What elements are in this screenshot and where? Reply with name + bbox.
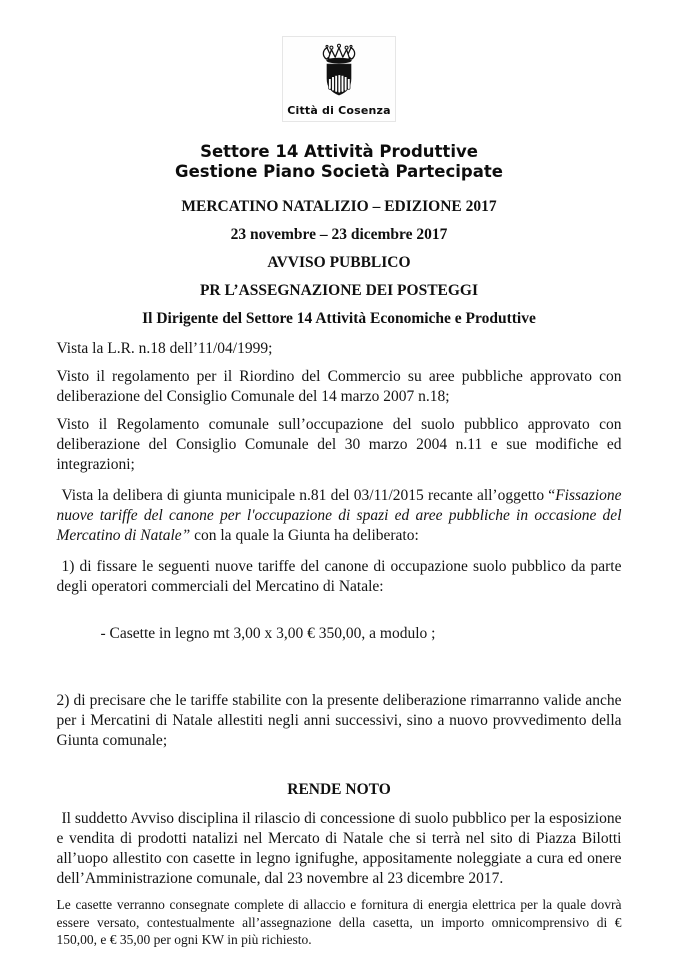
doc-subject: PR L’ASSEGNAZIONE DEI POSTEGGI bbox=[199, 282, 479, 299]
paragraph-casette-energia: Le casette verranno consegnate complete di allaccio e fornitura di energia elettrica per la quale dovrà essere versato, contestualmente all’assegnazione della casetta, un importo omnicomprensivo di € 150,00, e € 35,00 per ogni KW in più richiesto. bbox=[56, 897, 622, 947]
paragraph-regolamento-suolo: Visto il Regolamento comunale sull’occupazione del suolo pubblico approvato con deliberazione del Consiglio Comunale del 30 marzo 2004 n.11 e sue modifiche ed integrazioni; bbox=[56, 416, 622, 473]
doc-dates: 23 novembre – 23 dicembre 2017 bbox=[230, 226, 448, 243]
municipality-logo bbox=[282, 36, 396, 122]
doc-title: MERCATINO NATALIZIO – EDIZIONE 2017 bbox=[181, 198, 497, 215]
paragraph-item-2: 2) di precisare che le tariffe stabilite con la presente deliberazione rimarranno valide anche per i Mercatini di Natale allestiti negli anni successivi, sino a nuovo provvedimento della Giunta comunale; bbox=[56, 692, 622, 749]
logo-caption: Città di Cosenza bbox=[287, 104, 391, 117]
paragraph-delibera-giunta bbox=[57, 486, 622, 546]
document-titles bbox=[0, 199, 678, 327]
paragraph-item-1: 1) di fissare le seguenti nuove tariffe del canone di occupazione suolo pubblico da parte degli operatori commerciali del Mercatino di Natale: bbox=[56, 558, 622, 595]
doc-issuer: Il Dirigente del Settore 14 Attività Economiche e Produttive bbox=[142, 310, 536, 327]
department-line-1: Settore 14 Attività Produttive bbox=[200, 142, 478, 161]
tariff-line: - Casette in legno mt 3,00 x 3,00 € 350,00, a modulo ; bbox=[100, 625, 436, 642]
cosenza-crest-icon bbox=[306, 42, 372, 102]
delibera-oggetto-italic: Fissazione nuove tariffe del canone per l'occupazione di spazi ed aree pubbliche in occasione del Mercatino di Natale” bbox=[56, 487, 622, 544]
document-body bbox=[57, 339, 622, 949]
delibera-prefix: Vista la delibera di giunta municipale n.81 del 03/11/2015 recante all’oggetto “ bbox=[61, 487, 556, 504]
department-heading bbox=[0, 142, 678, 181]
paragraph-riordino-commercio: Visto il regolamento per il Riordino del Commercio su aree pubbliche approvato con deliberazione del Consiglio Comunale del 14 marzo 2007 n.18; bbox=[56, 368, 622, 405]
delibera-suffix: con la quale la Giunta ha deliberato: bbox=[190, 527, 419, 544]
doc-notice-type: AVVISO PUBBLICO bbox=[267, 254, 411, 271]
paragraph-legge-regionale: Vista la L.R. n.18 dell’11/04/1999; bbox=[56, 340, 273, 357]
paragraph-avviso-disciplina: Il suddetto Avviso disciplina il rilascio di concessione di suolo pubblico per la esposizione e vendita di prodotti natalizi nel Mercato di Natale che si terrà nel sito di Piazza Bilotti all’uopo allestito con casette in legno ignifughe, appositamente noleggiate a cura ed onere dell’Amministrazione comunale, dal 23 novembre al 23 dicembre 2017. bbox=[56, 810, 622, 887]
department-line-2: Gestione Piano Società Partecipate bbox=[175, 161, 503, 181]
rende-noto-heading: RENDE NOTO bbox=[287, 781, 391, 798]
